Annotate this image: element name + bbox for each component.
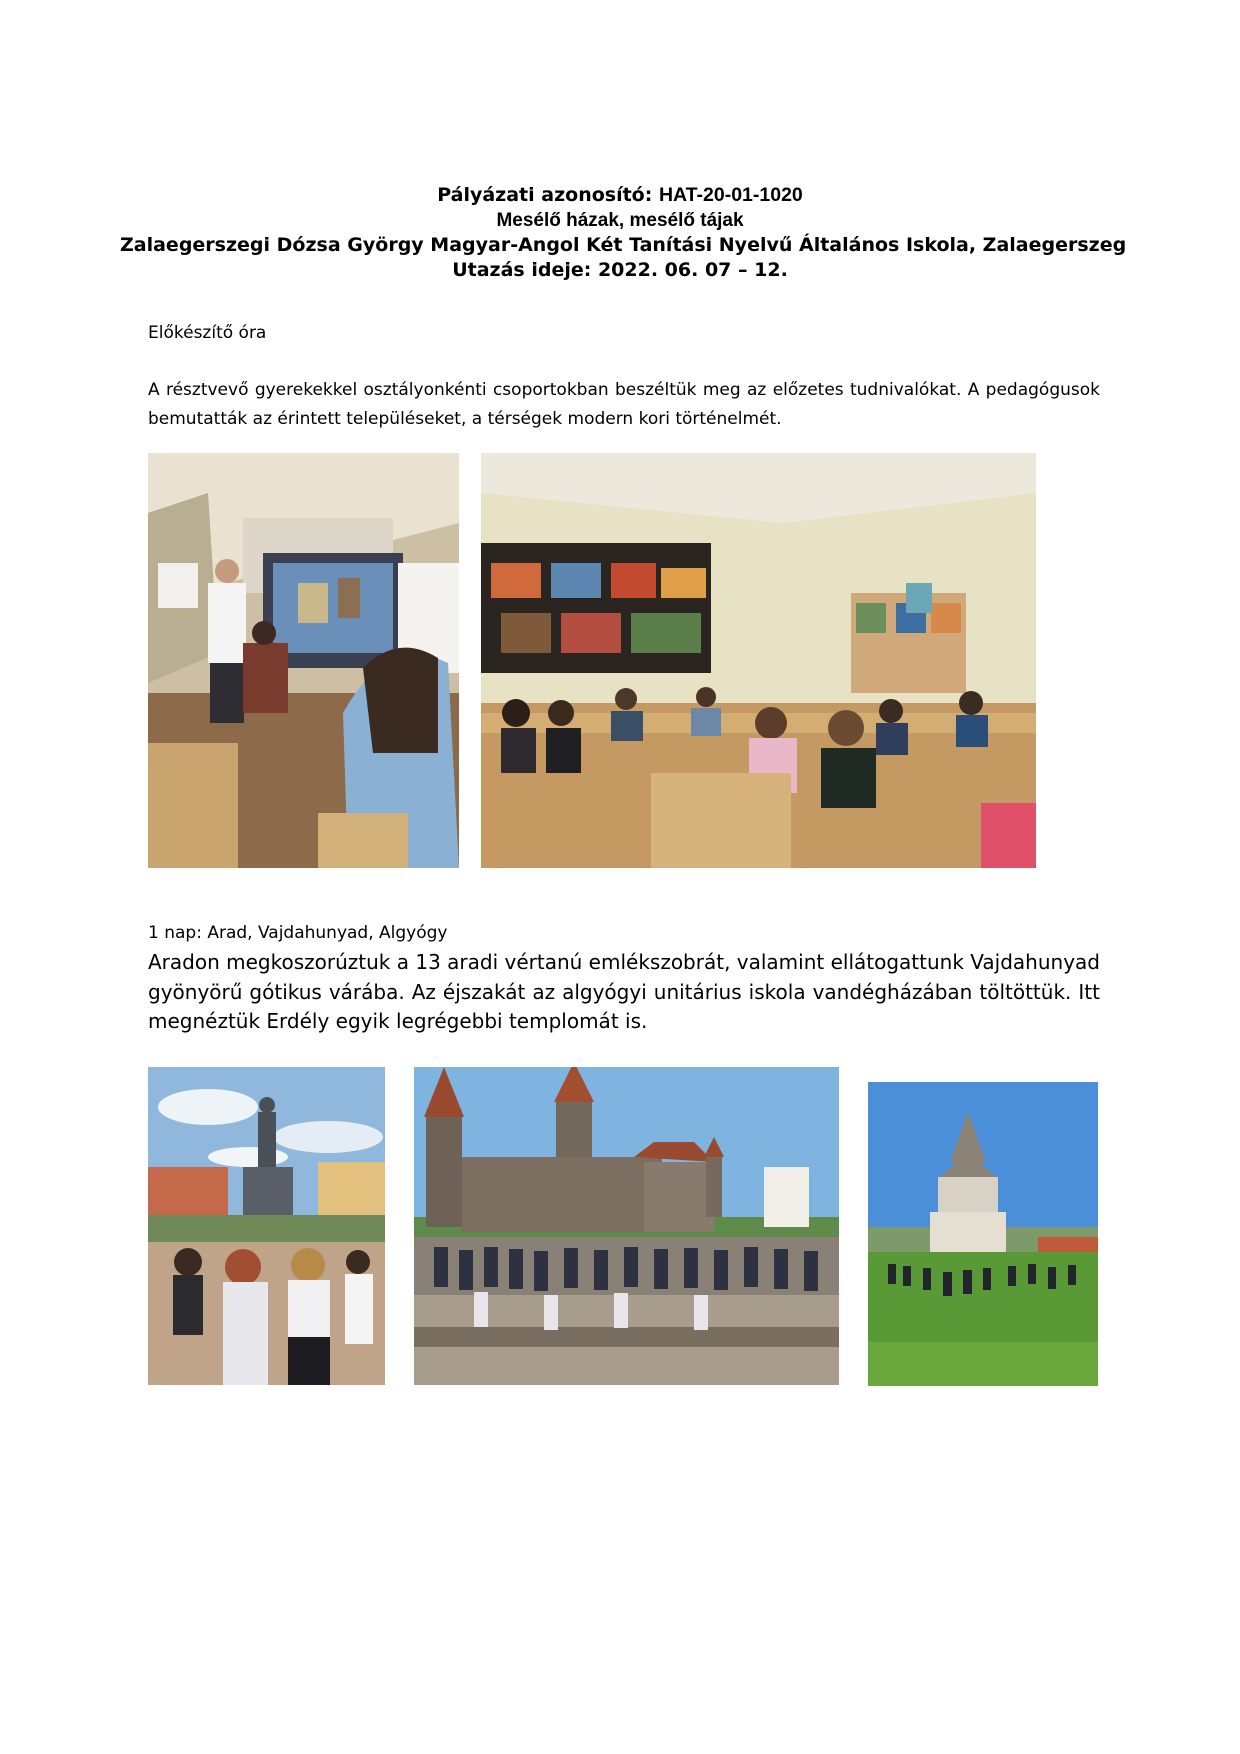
- project-id-label: Pályázati azonosító:: [437, 184, 653, 206]
- photo-arad-memorial: [148, 1067, 385, 1385]
- project-id-line: [120, 183, 1120, 208]
- document-header: [120, 183, 1127, 283]
- photo-classroom-presentation: [148, 453, 459, 868]
- project-title: Mesélő házak, mesélő tájak: [496, 210, 744, 231]
- section-text-preparation: A résztvevő gyerekekkel osztályonkénti csoportokban beszéltük meg az előzetes tudnivalókat. A pedagógusok bemutatták az érintett településeket, a térségek modern kori történelmét.: [148, 380, 1100, 429]
- photo-classroom-students: [481, 453, 1036, 868]
- travel-date: Utazás ideje: 2022. 06. 07 – 12.: [452, 259, 788, 281]
- section-title-day1: 1 nap: Arad, Vajdahunyad, Algyógy: [148, 923, 448, 943]
- photo-algyogy-church: [868, 1082, 1098, 1386]
- section-title-preparation: Előkészítő óra: [148, 323, 267, 343]
- section-text-day1: Aradon megkoszorúztuk a 13 aradi vértanú emlékszobrát, valamint ellátogattunk Vajdahunyad gyönyörű gótikus várába. Az éjszakát az algyógyi unitárius iskola vandégházában töltöttük. Itt megnéztük Erdély egyik legrégebbi templomát is.: [148, 950, 1100, 1033]
- project-id-value: HAT-20-01-1020: [658, 184, 803, 206]
- school-name: Zalaegerszegi Dózsa György Magyar-Angol Két Tanítási Nyelvű Általános Iskola, Zalaegerszeg: [120, 234, 1127, 256]
- photo-vajdahunyad-castle: [414, 1067, 839, 1385]
